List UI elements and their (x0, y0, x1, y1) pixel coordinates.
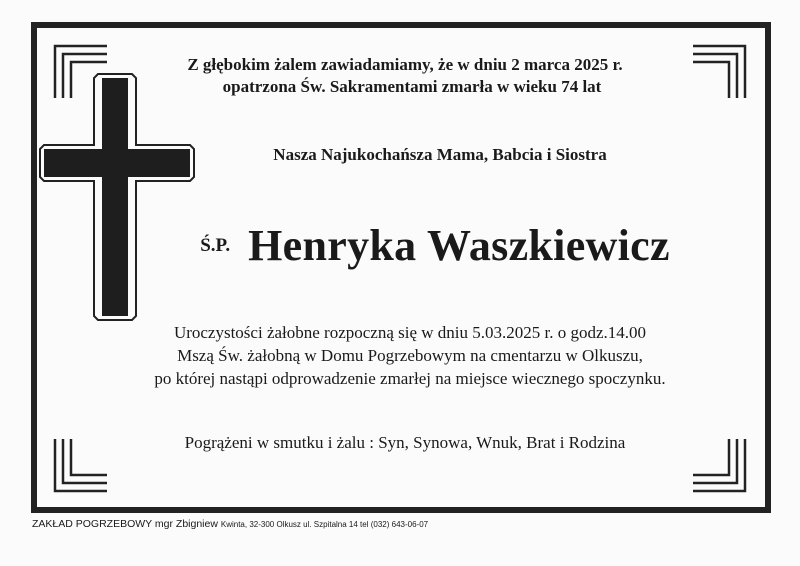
name-prefix: Ś.P. (200, 234, 231, 256)
deceased-name: Henryka Waszkiewicz (248, 221, 670, 270)
deceased-name-line (35, 220, 800, 271)
ceremony-line-2: Mszą Św. żałobną w Domu Pogrzebowym na cmentarzu w Olkuszu, (177, 346, 643, 365)
funeral-home-name: ZAKŁAD POGRZEBOWY mgr Zbigniew (32, 518, 218, 530)
mourners-line: Pogrążeni w smutku i żalu : Syn, Synowa, Wnuk, Brat i Rodzina (184, 433, 626, 452)
intro-line-2: opatrzona Św. Sakramentami zmarła w wieku 74 lat (222, 77, 602, 96)
intro-line-1: Z głębokim żalem zawiadamiamy, że w dniu 2 marca 2025 r. (187, 55, 623, 74)
funeral-home-footer (32, 518, 428, 530)
relation-line: Nasza Najukochańsza Mama, Babcia i Siostra (273, 145, 607, 164)
funeral-home-details: Kwinta, 32-300 Olkusz ul. Szpitalna 14 tel (032) 643-06-07 (220, 520, 429, 529)
latin-cross-icon (38, 70, 198, 325)
ceremony-line-1: Uroczystości żałobne rozpoczną się w dniu 5.03.2025 r. o godz.14.00 (173, 323, 647, 342)
ceremony-line-3: po której nastąpi odprowadzenie zmarłej na miejsce wiecznego spoczynku. (154, 369, 666, 388)
